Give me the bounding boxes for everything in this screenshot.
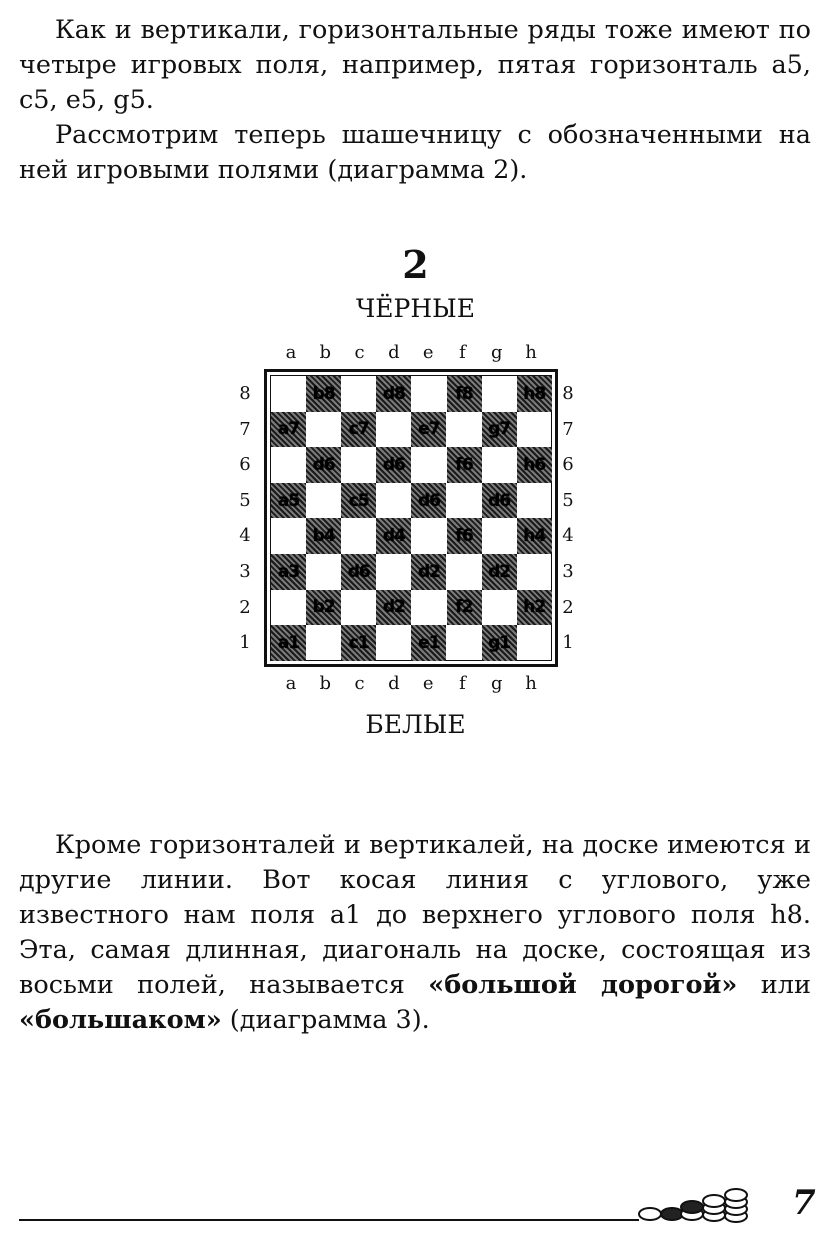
dark-square — [271, 554, 306, 590]
light-square — [447, 412, 482, 448]
dark-square — [306, 447, 341, 483]
square-label: b8 — [312, 383, 335, 404]
dark-square — [517, 518, 552, 554]
file-label: b — [319, 342, 332, 363]
square-label: f6 — [455, 454, 473, 475]
square-label: f6 — [455, 526, 473, 547]
light-square — [411, 376, 446, 412]
rank-label: 2 — [562, 596, 574, 618]
square-label: d2 — [382, 597, 405, 618]
rank-label: 7 — [239, 418, 251, 440]
light-square — [411, 447, 446, 483]
file-label: g — [491, 673, 503, 694]
rank-label: 8 — [239, 383, 251, 404]
paragraph-horizontal-rows: Как и вертикали, горизонтальные ряды тоже имеют по четыре игровых поля, например, пятая горизонталь a5, c5, e5, g5. — [19, 15, 811, 115]
light-square — [411, 518, 446, 554]
square-label: e1 — [418, 632, 440, 653]
file-label: e — [422, 342, 434, 363]
dark-square — [271, 483, 306, 519]
square-label: d6 — [347, 561, 370, 582]
square-label: d2 — [488, 561, 511, 582]
rank-label: 5 — [239, 489, 251, 511]
light-square — [376, 554, 411, 590]
square-label: e7 — [418, 419, 440, 440]
square-label: d4 — [382, 526, 405, 547]
footer-rule — [19, 1219, 639, 1221]
file-label: f — [459, 342, 466, 363]
dark-square — [341, 412, 376, 448]
rank-label: 2 — [239, 596, 251, 618]
square-label: d6 — [382, 454, 405, 475]
square-label: d6 — [488, 490, 511, 511]
dark-square — [376, 590, 411, 626]
rank-label: 7 — [562, 418, 574, 440]
light-square — [376, 483, 411, 519]
file-label: e — [422, 673, 434, 694]
dark-square — [376, 518, 411, 554]
square-label: a5 — [277, 490, 300, 511]
black-side-label: ЧЁРНЫЕ — [355, 294, 476, 323]
bold-term-big-road: «большой дорогой» — [428, 970, 738, 1000]
dark-square — [306, 590, 341, 626]
dark-square — [482, 554, 517, 590]
rank-label: 4 — [562, 525, 574, 547]
light-square — [482, 518, 517, 554]
light-square — [271, 376, 306, 412]
square-label: h6 — [523, 454, 546, 475]
light-square — [341, 518, 376, 554]
square-label: b2 — [312, 597, 335, 618]
square-label: f8 — [455, 383, 473, 404]
rank-label: 3 — [239, 561, 251, 582]
square-label: h2 — [523, 597, 546, 618]
light-square — [517, 625, 552, 661]
dark-square — [517, 447, 552, 483]
light-square — [341, 376, 376, 412]
diagram-number: 2 — [402, 242, 429, 287]
checkers-stack-icon — [636, 1188, 751, 1224]
file-label: h — [525, 673, 537, 694]
dark-square — [482, 625, 517, 661]
light-square — [271, 590, 306, 626]
dark-square — [341, 554, 376, 590]
file-label: h — [525, 342, 537, 363]
dark-square — [376, 376, 411, 412]
rank-label: 4 — [239, 525, 251, 547]
dark-square — [517, 590, 552, 626]
dark-square — [376, 447, 411, 483]
rank-label: 6 — [239, 454, 251, 476]
square-label: c7 — [348, 419, 369, 440]
square-label: a7 — [277, 419, 300, 440]
rank-label: 1 — [239, 632, 251, 654]
square-label: c1 — [348, 632, 369, 653]
rank-label: 8 — [562, 383, 574, 404]
dark-square — [447, 518, 482, 554]
light-square — [517, 483, 552, 519]
file-label: d — [388, 342, 400, 363]
dark-square — [411, 412, 446, 448]
square-label: c5 — [348, 490, 369, 511]
light-square — [517, 554, 552, 590]
dark-square — [271, 412, 306, 448]
dark-square — [411, 625, 446, 661]
light-square — [341, 590, 376, 626]
dark-square — [306, 376, 341, 412]
white-side-label: БЕЛЫЕ — [365, 710, 466, 739]
checkerboard-grid — [270, 375, 552, 661]
square-label: g1 — [488, 632, 511, 653]
file-label: c — [354, 673, 365, 694]
light-square — [447, 625, 482, 661]
square-label: h8 — [523, 383, 546, 404]
paragraph-consider-board: Рассмотрим теперь шашечницу с обозначенными на ней игровыми полями (диаграмма 2). — [19, 120, 811, 185]
light-square — [482, 447, 517, 483]
square-label: h4 — [523, 526, 546, 547]
dark-square — [482, 483, 517, 519]
dark-square — [447, 590, 482, 626]
file-label: a — [285, 342, 297, 363]
file-label: d — [388, 673, 400, 694]
file-label: c — [354, 342, 365, 363]
dark-square — [341, 625, 376, 661]
paragraph-text: или — [737, 970, 811, 1000]
light-square — [482, 376, 517, 412]
dark-square — [447, 447, 482, 483]
dark-square — [447, 376, 482, 412]
rank-label: 1 — [562, 632, 574, 654]
light-square — [306, 625, 341, 661]
light-square — [306, 483, 341, 519]
rank-label: 3 — [562, 561, 574, 582]
paragraph-main-diagonal — [19, 828, 811, 1038]
rank-label: 5 — [562, 489, 574, 511]
dark-square — [411, 483, 446, 519]
dark-square — [341, 483, 376, 519]
light-square — [341, 447, 376, 483]
dark-square — [306, 518, 341, 554]
square-label: b4 — [312, 526, 335, 547]
paragraph-text: Кроме горизонталей и вертикалей, на доске имеются и другие линии. Вот косая линия с углового, уже известного нам поля a1 до верхнего углового поля h8. Эта, самая длинная, диагональ на доске, состоящая из восьми полей, называется — [19, 830, 811, 1000]
light-square — [517, 412, 552, 448]
file-label: a — [285, 673, 297, 694]
file-label: f — [459, 673, 466, 694]
light-square — [482, 590, 517, 626]
square-label: d6 — [312, 454, 335, 475]
file-label: g — [491, 342, 503, 363]
rank-label: 6 — [562, 454, 574, 476]
square-label: a3 — [277, 561, 300, 582]
checkerboard — [264, 369, 558, 667]
bold-term-bolshak: «большаком» — [19, 1005, 222, 1035]
square-label: a1 — [277, 632, 300, 653]
light-square — [447, 483, 482, 519]
square-label: g7 — [488, 419, 511, 440]
dark-square — [271, 625, 306, 661]
dark-square — [517, 376, 552, 412]
light-square — [306, 412, 341, 448]
square-label: d8 — [382, 383, 405, 404]
dark-square — [411, 554, 446, 590]
file-label: b — [319, 673, 332, 694]
page-number: 7 — [792, 1183, 816, 1223]
dark-square — [482, 412, 517, 448]
square-label: d6 — [417, 490, 440, 511]
light-square — [271, 447, 306, 483]
light-square — [376, 412, 411, 448]
light-square — [306, 554, 341, 590]
paragraph-text: (диаграмма 3). — [221, 1005, 430, 1035]
square-label: d2 — [417, 561, 440, 582]
light-square — [271, 518, 306, 554]
light-square — [376, 625, 411, 661]
light-square — [447, 554, 482, 590]
square-label: f2 — [455, 597, 473, 618]
light-square — [411, 590, 446, 626]
